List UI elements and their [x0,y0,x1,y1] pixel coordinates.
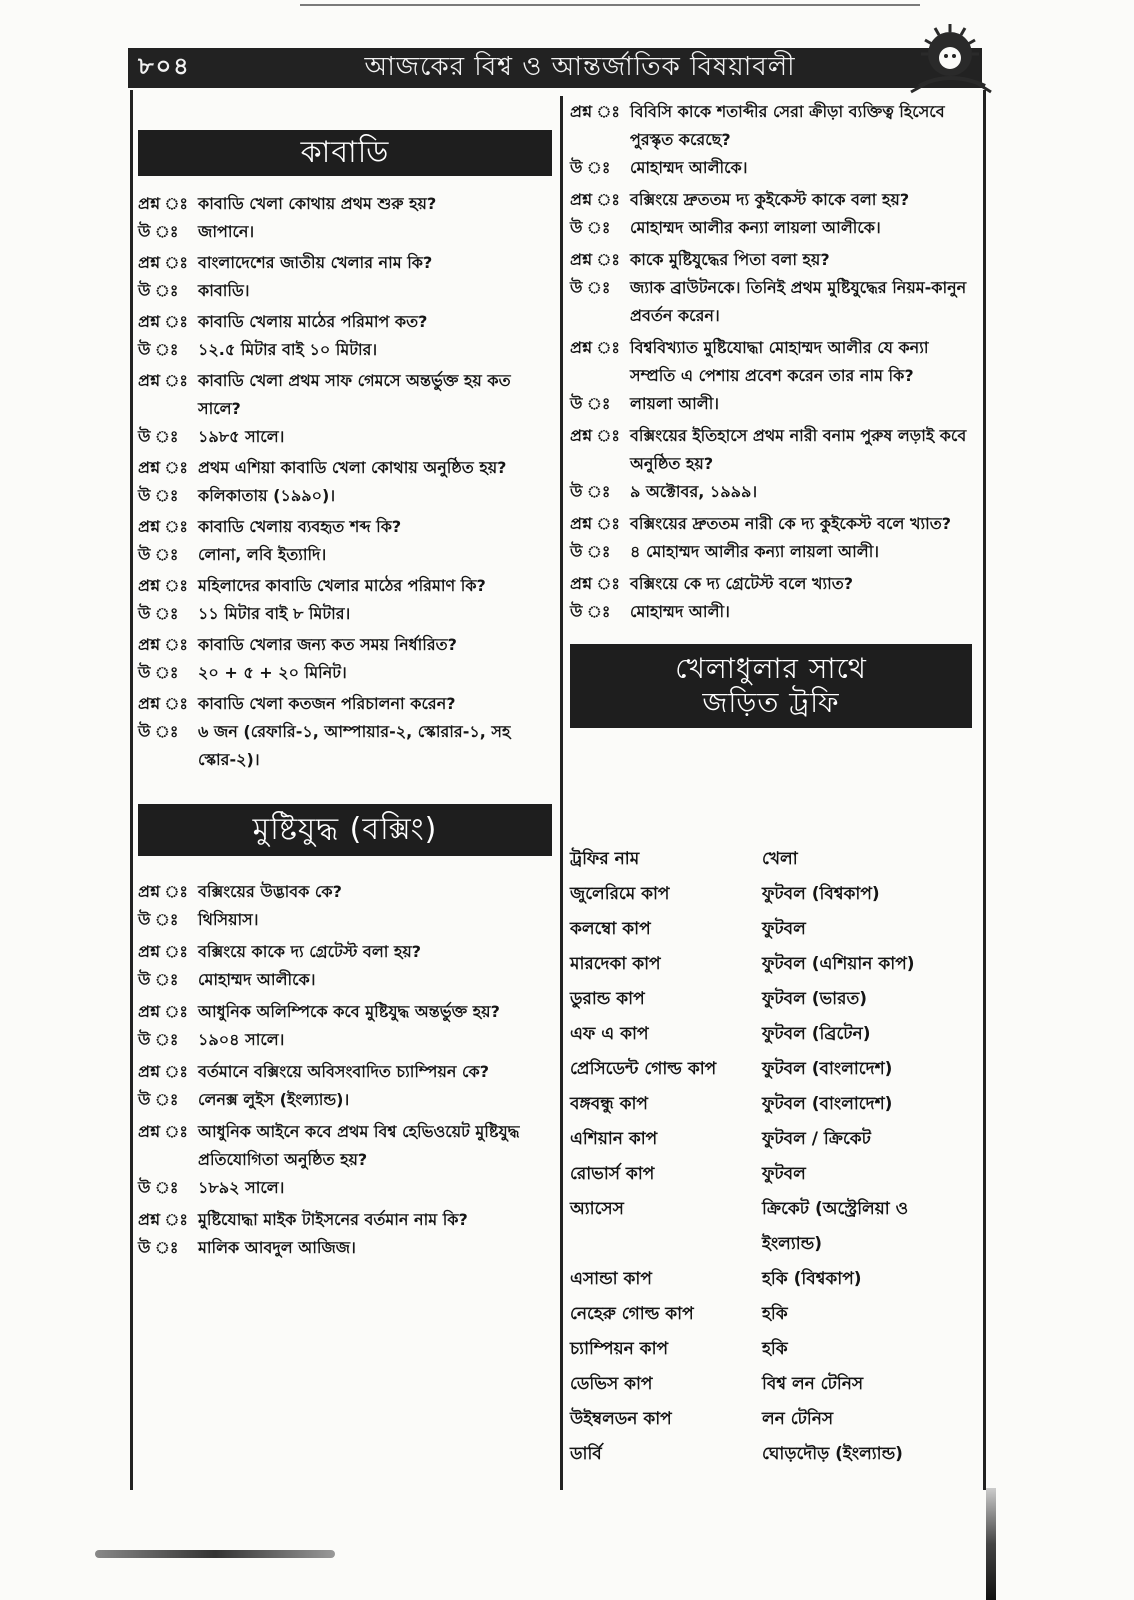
question-label: প্রশ্ন ঃ [138,1062,188,1081]
kabaddi-qa-list [138,190,552,774]
trophy-sport: বিশ্ব লন টেনিস [762,1374,864,1394]
answer-label: উ ঃ [138,910,179,929]
trophy-table-header [570,842,972,877]
question-text: কাবাডি খেলায় ব্যবহৃত শব্দ কি? [198,517,402,536]
trophy-name: রোভার্স কাপ [570,1164,655,1184]
question-label: প্রশ্ন ঃ [138,635,188,654]
answer-label: উ ঃ [570,602,611,621]
trophy-name: নেহেরু গোল্ড কাপ [570,1304,694,1324]
question-row [138,878,552,906]
question-text: আধুনিক অলিম্পিকে কবে মুষ্টিযুদ্ধ অন্তর্ভুক্ত হয়? [198,1002,500,1021]
trophy-name: ডার্বি [570,1444,602,1464]
question-text: বাংলাদেশের জাতীয় খেলার নাম কি? [198,253,433,272]
question-label: প্রশ্ন ঃ [138,194,188,213]
trophy-name: এশিয়ান কাপ [570,1129,658,1149]
answer-label: উ ঃ [138,663,179,682]
question-row [138,190,552,218]
question-row [138,1058,552,1086]
question-text: মহিলাদের কাবাডি খেলার মাঠের পরিমাণ কি? [198,576,486,595]
question-label: প্রশ্ন ঃ [138,694,188,713]
question-label: প্রশ্ন ঃ [570,574,620,593]
question-text: বক্সিংয়ের দ্রুততম নারী কে দ্য কুইকেস্ট বলে খ্যাত? [630,514,952,533]
trophy-sport: ফুটবল [762,1164,806,1184]
answer-label: উ ঃ [570,278,611,297]
trophy-sport: হকি (বিশ্বকাপ) [762,1269,862,1289]
answer-text: ১১ মিটার বাই ৮ মিটার। [198,604,351,623]
question-label: প্রশ্ন ঃ [138,942,188,961]
answer-text: থিসিয়াস। [198,910,259,929]
answer-row [570,538,972,566]
answer-text: ১৯০৪ সালে। [198,1030,285,1049]
question-label: প্রশ্ন ঃ [138,1002,188,1021]
scan-smudge [95,1550,335,1558]
question-row [570,98,972,154]
trophy-sport: ফুটবল (বাংলাদেশ) [762,1094,893,1114]
trophy-row [570,982,972,1017]
answer-text: ৬ জন (রেফারি-১, আম্পায়ার-২, স্কোরার-১, সহ স্কোর-২)। [198,722,511,769]
question-text: বক্সিংয়ের ইতিহাসে প্রথম নারী বনাম পুরুষ লড়াই কবে অনুষ্ঠিত হয়? [630,426,967,473]
question-row [138,572,552,600]
question-text: কাবাডি খেলা প্রথম সাফ গেমসে অন্তর্ভুক্ত হয় কত সালে? [198,371,511,418]
trophy-sport: হকি [762,1304,788,1324]
trophy-name: ডেভিস কাপ [570,1374,653,1394]
question-text: কাবাডি খেলার জন্য কত সময় নির্ধারিত? [198,635,457,654]
answer-row [138,218,552,246]
trophy-sport: ফুটবল [762,919,806,939]
answer-label: উ ঃ [138,604,179,623]
section-title-trophies [570,644,972,728]
trophy-sport: ফুটবল (বিশ্বকাপ) [762,884,880,904]
trophy-row [570,1332,972,1367]
answer-label: উ ঃ [138,1030,179,1049]
answer-row [138,277,552,305]
trophy-row [570,1087,972,1122]
col-header-trophy-name: ট্রফির নাম [570,849,640,869]
trophy-sport: ফুটবল (এশিয়ান কাপ) [762,954,915,974]
answer-row [138,336,552,364]
question-text: কাবাডি খেলা কতজন পরিচালনা করেন? [198,694,456,713]
answer-label: উ ঃ [138,722,179,741]
question-label: প্রশ্ন ঃ [138,312,188,331]
trophy-row [570,1192,972,1262]
answer-label: উ ঃ [138,1178,179,1197]
answer-row [138,1026,552,1054]
question-row [138,998,552,1026]
answer-label: উ ঃ [138,486,179,505]
answer-row [138,423,552,451]
answer-row [570,214,972,242]
answer-text: লায়লা আলী। [630,394,720,413]
question-row [138,249,552,277]
answer-row [570,154,972,182]
answer-text: মোহাম্মদ আলীর কন্যা লায়লা আলীকে। [630,218,881,237]
trophy-name: চ্যাম্পিয়ন কাপ [570,1339,669,1359]
question-row [138,690,552,718]
answer-label: উ ঃ [138,1238,179,1257]
answer-text: ১২.৫ মিটার বাই ১০ মিটার। [198,340,378,359]
answer-text: কলিকাতায় (১৯৯০)। [198,486,336,505]
answer-text: মোহাম্মদ আলী। [630,602,730,621]
answer-row [138,600,552,628]
page-number: ৮০৪ [138,52,191,80]
answer-row [138,966,552,994]
section-title-kabaddi: কাবাডি [138,130,552,176]
question-label: প্রশ্ন ঃ [570,190,620,209]
question-text: কাকে মুষ্টিযুদ্ধের পিতা বলা হয়? [630,250,830,269]
trophy-row [570,912,972,947]
question-label: প্রশ্ন ঃ [570,338,620,357]
trophy-table [570,842,972,1472]
answer-label: উ ঃ [138,340,179,359]
answer-label: উ ঃ [138,281,179,300]
question-label: প্রশ্ন ঃ [138,576,188,595]
col-header-sport: খেলা [762,849,798,869]
trophy-sport: ফুটবল (ব্রিটেন) [762,1024,871,1044]
answer-label: উ ঃ [570,542,611,561]
trophy-sport: হকি [762,1339,788,1359]
left-column [138,98,552,1262]
trophy-name: কলম্বো কাপ [570,919,651,939]
answer-text: মোহাম্মদ আলীকে। [630,158,748,177]
trophy-name: প্রেসিডেন্ট গোল্ড কাপ [570,1059,717,1079]
trophies-title-line2: জড়িত ট্রফি [702,686,840,719]
boxing-qa-list-continued [570,98,972,626]
question-label: প্রশ্ন ঃ [138,371,188,390]
question-text: বক্সিংয়ে কে দ্য গ্রেটেস্ট বলে খ্যাত? [630,574,854,593]
answer-label: উ ঃ [138,222,179,241]
column-divider [560,96,563,1490]
question-text: বিবিসি কাকে শতাব্দীর সেরা ক্রীড়া ব্যক্তিত্ব হিসেবে পুরস্কৃত করেছে? [630,102,945,149]
question-label: প্রশ্ন ঃ [138,517,188,536]
answer-label: উ ঃ [570,158,611,177]
question-text: প্রথম এশিয়া কাবাডি খেলা কোথায় অনুষ্ঠিত হয়? [198,458,507,477]
question-row [570,422,972,478]
trophy-row [570,1157,972,1192]
question-row [138,308,552,336]
question-label: প্রশ্ন ঃ [138,1122,188,1141]
answer-row [138,541,552,569]
question-label: প্রশ্ন ঃ [570,514,620,533]
answer-text: ১৮৯২ সালে। [198,1178,285,1197]
right-column [570,98,972,728]
question-row [138,513,552,541]
trophy-row [570,1052,972,1087]
trophy-name: জুলেরিমে কাপ [570,884,670,904]
trophy-row [570,1262,972,1297]
trophy-sport: ফুটবল / ক্রিকেট [762,1129,871,1149]
question-label: প্রশ্ন ঃ [138,1210,188,1229]
question-label: প্রশ্ন ঃ [138,458,188,477]
scan-edge-shadow [986,1488,996,1600]
question-text: বক্সিংয়ের উদ্ভাবক কে? [198,882,342,901]
trophy-row [570,1367,972,1402]
question-text: আধুনিক আইনে কবে প্রথম বিশ্ব হেভিওয়েট মুষ্টিযুদ্ধ প্রতিযোগিতা অনুষ্ঠিত হয়? [198,1122,520,1169]
question-text: কাবাডি খেলা কোথায় প্রথম শুরু হয়? [198,194,437,213]
lion-logo-icon [905,18,995,98]
answer-text: মোহাম্মদ আলীকে। [198,970,316,989]
trophy-row [570,1437,972,1472]
question-row [138,1206,552,1234]
answer-label: উ ঃ [570,218,611,237]
question-row [138,367,552,423]
book-title: আজকের বিশ্ব ও আন্তর্জাতিক বিষয়াবলী [364,52,796,82]
scan-top-line [300,4,920,6]
section-title-boxing: মুষ্টিযুদ্ধ (বক্সিং) [138,804,552,856]
question-label: প্রশ্ন ঃ [570,426,620,445]
page-header [128,48,982,88]
answer-text: লেনক্স লুইস (ইংল্যান্ড)। [198,1090,350,1109]
trophy-sport: ফুটবল (ভারত) [762,989,867,1009]
question-row [570,570,972,598]
trophy-sport: লন টেনিস [762,1409,834,1429]
trophy-row [570,1297,972,1332]
trophy-row [570,1122,972,1157]
question-text: বর্তমানে বক্সিংয়ে অবিসংবাদিত চ্যাম্পিয়ন কে? [198,1062,489,1081]
trophies-title-line1: খেলাধুলার সাথে [675,652,867,685]
answer-label: উ ঃ [138,970,179,989]
trophy-row [570,1402,972,1437]
question-row [138,454,552,482]
question-text: কাবাডি খেলায় মাঠের পরিমাপ কত? [198,312,428,331]
trophy-name: বঙ্গবন্ধু কাপ [570,1094,648,1114]
answer-row [138,482,552,510]
trophy-sport: ক্রিকেট (অস্ট্রেলিয়া ও ইংল্যান্ড) [762,1199,909,1254]
answer-label: উ ঃ [570,394,611,413]
answer-row [138,906,552,934]
answer-label: উ ঃ [138,545,179,564]
question-text: বক্সিংয়ে দ্রুততম দ্য কুইকেস্ট কাকে বলা হয়? [630,190,910,209]
trophy-name: মারদেকা কাপ [570,954,661,974]
question-row [138,938,552,966]
answer-row [138,1234,552,1262]
answer-text: জ্যাক ব্রাউটনকে। তিনিই প্রথম মুষ্টিযুদ্ধের নিয়ম-কানুন প্রবর্তন করেন। [630,278,967,325]
boxing-qa-list [138,878,552,1262]
answer-text: ১৯৮৫ সালে। [198,427,285,446]
question-label: প্রশ্ন ঃ [570,250,620,269]
question-label: প্রশ্ন ঃ [138,882,188,901]
question-row [570,186,972,214]
trophy-name: এসান্ডা কাপ [570,1269,652,1289]
answer-row [570,478,972,506]
answer-text: ৯ অক্টোবর, ১৯৯৯। [630,482,758,501]
answer-label: উ ঃ [570,482,611,501]
question-label: প্রশ্ন ঃ [570,102,620,121]
question-row [138,631,552,659]
question-label: প্রশ্ন ঃ [138,253,188,272]
answer-row [570,598,972,626]
question-text: বক্সিংয়ে কাকে দ্য গ্রেটেস্ট বলা হয়? [198,942,422,961]
answer-label: উ ঃ [138,1090,179,1109]
trophy-name: ডুরান্ড কাপ [570,989,645,1009]
answer-text: জাপানে। [198,222,255,241]
trophy-name: অ্যাসেস [570,1199,624,1219]
trophy-sport: ঘোড়দৌড় (ইংল্যান্ড) [762,1444,903,1464]
question-row [570,334,972,390]
trophy-row [570,877,972,912]
answer-text: ৪ মোহাম্মদ আলীর কন্যা লায়লা আলী। [630,542,880,561]
answer-row [138,659,552,687]
trophy-row [570,947,972,982]
answer-row [138,1086,552,1114]
trophy-name: উইম্বলডন কাপ [570,1409,672,1429]
question-text: বিশ্ববিখ্যাত মুষ্টিযোদ্ধা মোহাম্মদ আলীর যে কন্যা সম্প্রতি এ পেশায় প্রবেশ করেন তার নাম কি? [630,338,929,385]
question-row [570,246,972,274]
answer-text: মালিক আবদুল আজিজ। [198,1238,356,1257]
answer-row [570,390,972,418]
question-row [138,1118,552,1174]
trophy-name: এফ এ কাপ [570,1024,649,1044]
answer-row [570,274,972,330]
trophy-sport: ফুটবল (বাংলাদেশ) [762,1059,893,1079]
answer-text: ২০ + ৫ + ২০ মিনিট। [198,663,347,682]
answer-text: কাবাডি। [198,281,250,300]
answer-row [138,718,552,774]
question-row [570,510,972,538]
answer-row [138,1174,552,1202]
trophy-row [570,1017,972,1052]
answer-text: লোনা, লবি ইত্যাদি। [198,545,327,564]
answer-label: উ ঃ [138,427,179,446]
question-text: মুষ্টিযোদ্ধা মাইক টাইসনের বর্তমান নাম কি? [198,1210,468,1229]
